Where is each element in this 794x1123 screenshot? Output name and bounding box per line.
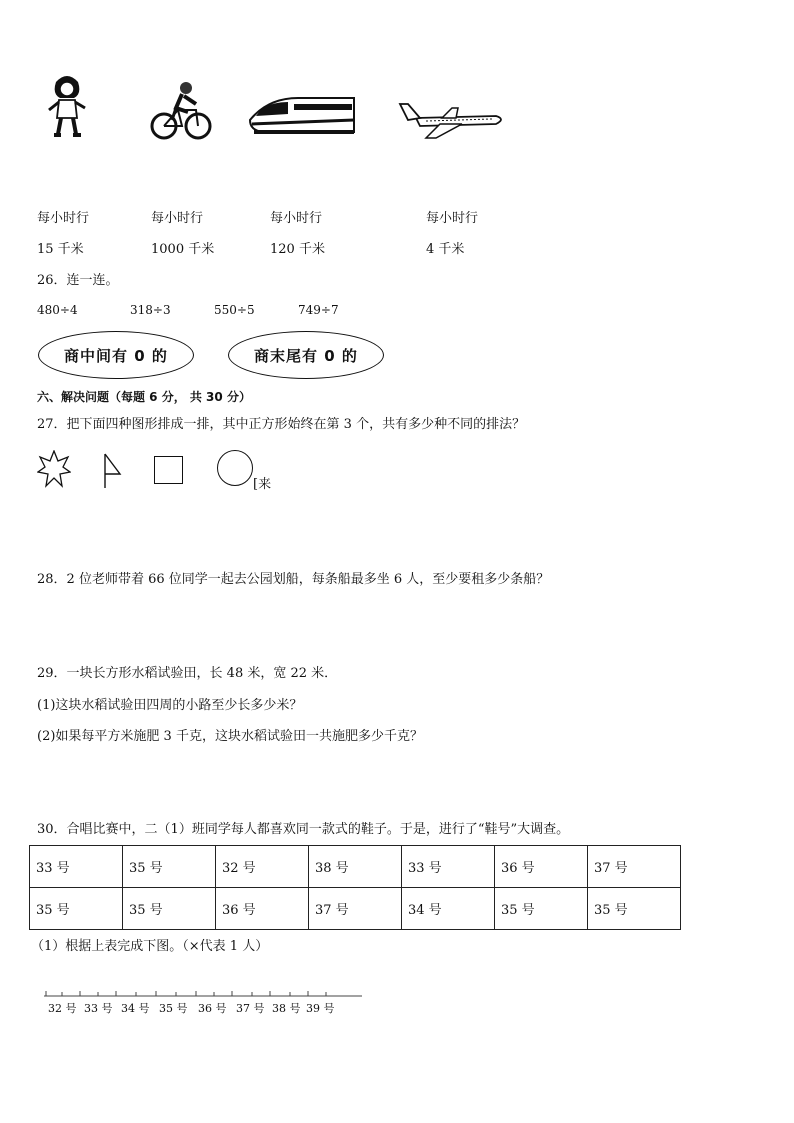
q26-expression-4: 749÷7 [298, 303, 339, 317]
q29-sub2: (2)如果每平方米施肥 3 千克，这块水稻试验田一共施肥多少千克？ [37, 729, 423, 744]
q26-title: 26．连一连。 [37, 273, 119, 288]
table-cell: 32 号 [216, 846, 309, 888]
cyclist-picture [148, 80, 212, 142]
table-cell: 34 号 [402, 888, 495, 930]
speed-header-2: 每小时行 [151, 211, 204, 226]
speed-header-4: 每小时行 [426, 211, 479, 226]
table-cell: 36 号 [495, 846, 588, 888]
q28-text: 28．2 位老师带着 66 位同学一起去公园划船，每条船最多坐 6 人，至少要租多少条船？ [37, 572, 550, 587]
axis-label-39: 39 号 [306, 1002, 335, 1015]
table-cell: 33 号 [30, 846, 123, 888]
table-cell: 36 号 [216, 888, 309, 930]
table-row [30, 846, 681, 888]
speed-header-3: 每小时行 [270, 211, 323, 226]
q26-expression-1: 480÷4 [37, 303, 78, 317]
table-row [30, 888, 681, 930]
table-cell: 35 号 [495, 888, 588, 930]
q30-text: 30．合唱比赛中，二（1）班同学每人都喜欢同一款式的鞋子。于是，进行了“鞋号”大调查。 [37, 822, 570, 837]
train-picture [248, 94, 358, 138]
circle-shape [217, 450, 253, 486]
table-cell: 37 号 [309, 888, 402, 930]
axis-label-37: 37 号 [236, 1002, 265, 1015]
flag-shape [100, 452, 124, 490]
q29-text: 29．一块长方形水稻试验田，长 48 米，宽 22 米． [37, 666, 338, 681]
table-cell: 38 号 [309, 846, 402, 888]
speed-value-2: 1000 千米 [151, 242, 215, 257]
axis-label-34: 34 号 [121, 1002, 150, 1015]
table-cell: 35 号 [123, 846, 216, 888]
table-cell: 37 号 [588, 846, 681, 888]
q26-oval-end-zero[interactable]: 商末尾有 0 的 [228, 331, 384, 379]
axis-label-32: 32 号 [48, 1002, 77, 1015]
q27-text: 27．把下面四种图形排成一排，其中正方形始终在第 3 个，共有多少种不同的排法？ [37, 417, 526, 432]
q26-oval-middle-zero[interactable]: 商中间有 0 的 [38, 331, 194, 379]
q26-expression-2: 318÷3 [130, 303, 171, 317]
speed-value-1: 15 千米 [37, 242, 84, 257]
q27-artifact-text: [来 [253, 477, 272, 492]
axis-label-38: 38 号 [272, 1002, 301, 1015]
axis-label-35: 35 号 [159, 1002, 188, 1015]
table-cell: 33 号 [402, 846, 495, 888]
square-shape [154, 456, 183, 484]
star-shape [37, 450, 71, 488]
shoe-size-table [29, 845, 681, 930]
speed-value-4: 4 千米 [426, 242, 465, 257]
section6-heading: 六、解决问题（每题 6 分， 共 30 分） [37, 390, 251, 404]
axis-label-33: 33 号 [84, 1002, 113, 1015]
q30-sub1: （1）根据上表完成下图。（×代表 1 人） [31, 939, 269, 954]
table-cell: 35 号 [123, 888, 216, 930]
speed-header-1: 每小时行 [37, 211, 90, 226]
table-cell: 35 号 [30, 888, 123, 930]
q29-sub1: (1)这块水稻试验田四周的小路至少长多少米？ [37, 698, 303, 713]
axis-label-36: 36 号 [198, 1002, 227, 1015]
speed-value-3: 120 千米 [270, 242, 325, 257]
girl-walking-picture [44, 72, 90, 140]
q26-expression-3: 550÷5 [214, 303, 255, 317]
table-cell: 35 号 [588, 888, 681, 930]
airplane-picture [396, 100, 508, 140]
tally-axis [44, 984, 364, 994]
